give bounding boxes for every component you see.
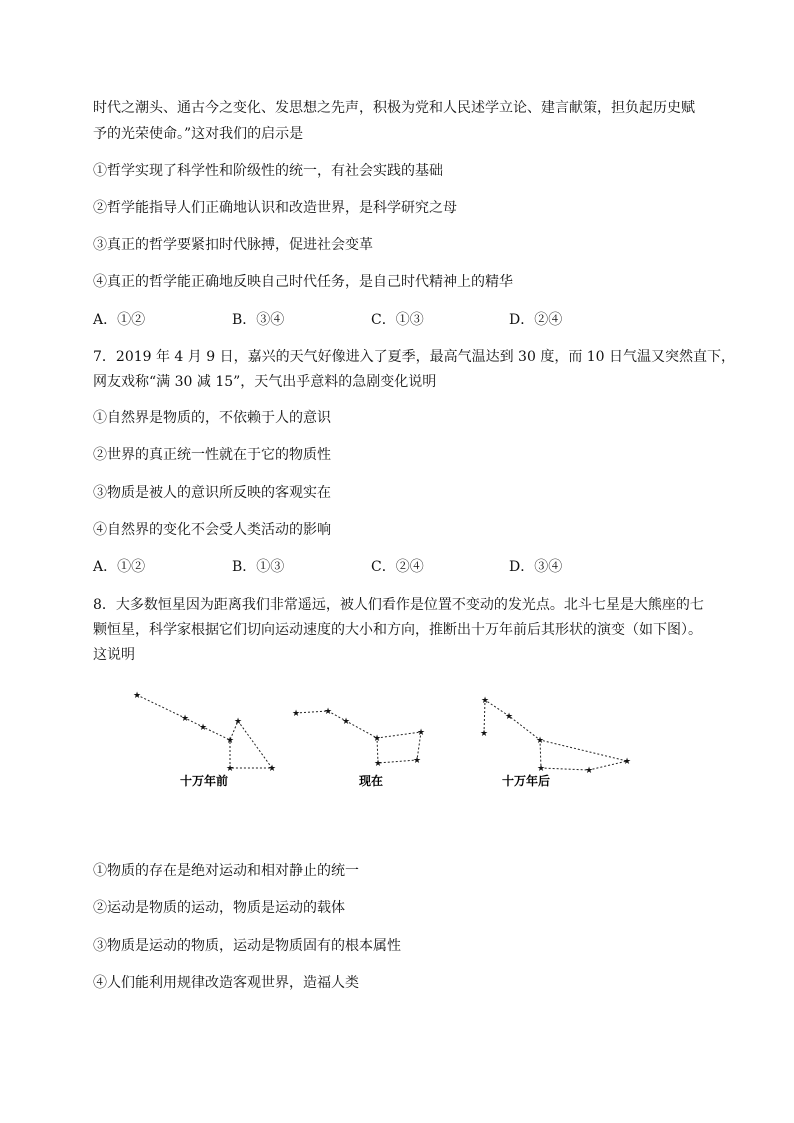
- star-icon: ★: [233, 717, 243, 727]
- star-icon: ★: [225, 764, 235, 774]
- q7-statement-3: ③物质是被人的意识所反映的客观实在: [93, 485, 331, 501]
- option-b: B．①③: [232, 559, 285, 575]
- star-icon: ★: [584, 766, 594, 776]
- star-icon: ★: [622, 757, 632, 767]
- q8-statement-2: ②运动是物质的运动，物质是运动的载体: [93, 900, 345, 916]
- q8-statement-1: ①物质的存在是绝对运动和相对静止的统一: [93, 863, 359, 879]
- star-icon: ★: [267, 764, 277, 774]
- star-icon: ★: [180, 714, 190, 724]
- star-icon: ★: [341, 717, 351, 727]
- star-icon: ★: [372, 734, 382, 744]
- q7-stem-line-2: 网友戏称“满 30 减 15”，天气出乎意料的急剧变化说明: [93, 374, 437, 390]
- big-dipper-figure: [120, 680, 650, 800]
- intro-statement-3: ③真正的哲学要紧扣时代脉搏，促进社会变革: [93, 237, 373, 253]
- star-icon: ★: [536, 764, 546, 774]
- star-icon: ★: [504, 712, 514, 722]
- q7-options: [93, 557, 613, 577]
- option-d: D．③④: [509, 559, 563, 575]
- option-d: D．②④: [509, 312, 563, 328]
- option-c: C．①③: [371, 312, 424, 328]
- intro-text-line-1: 时代之潮头、通古今之变化、发思想之先声，积极为党和人民述学立论、建言献策，担负起历史赋: [93, 100, 695, 116]
- q8-statement-4: ④人们能利用规律改造客观世界，造福人类: [93, 975, 359, 991]
- q8-statement-3: ③物质是运动的物质，运动是物质固有的根本属性: [93, 938, 401, 954]
- intro-statement-2: ②哲学能指导人们正确地认识和改造世界，是科学研究之母: [93, 200, 457, 216]
- q7-stem-line-1: 7．2019 年 4 月 9 日，嘉兴的天气好像进入了夏季，最高气温达到 30 度，而 10 日气温又突然直下，: [93, 349, 736, 365]
- star-icon: ★: [323, 707, 333, 717]
- star-icon: ★: [479, 729, 489, 739]
- dipper-present-path: [296, 711, 421, 763]
- star-icon: ★: [291, 709, 301, 719]
- caption-present: 现在: [358, 774, 384, 788]
- star-icon: ★: [373, 759, 383, 769]
- star-icon: ★: [412, 756, 422, 766]
- q7-statement-4: ④自然界的变化不会受人类活动的影响: [93, 522, 331, 538]
- star-icon: ★: [416, 728, 426, 738]
- q7-statement-2: ②世界的真正统一性就在于它的物质性: [93, 447, 331, 463]
- intro-text-line-2: 予的光荣使命。”这对我们的启示是: [93, 126, 304, 142]
- intro-statement-1: ①哲学实现了科学性和阶级性的统一，有社会实践的基础: [93, 163, 443, 179]
- option-a: A．①②: [93, 559, 146, 575]
- star-icon: ★: [225, 736, 235, 746]
- caption-past: 十万年前: [179, 774, 229, 788]
- intro-statement-4: ④真正的哲学能正确地反映自己时代任务，是自己时代精神上的精华: [93, 274, 513, 290]
- option-b: B．③④: [232, 312, 285, 328]
- dipper-future-path: [484, 700, 627, 770]
- option-a: A．①②: [93, 312, 146, 328]
- caption-future: 十万年后: [501, 774, 551, 788]
- star-icon: ★: [535, 736, 545, 746]
- q7-statement-1: ①自然界是物质的，不依赖于人的意识: [93, 410, 331, 426]
- q8-stem-line-3: 这说明: [93, 647, 135, 663]
- intro-options: [93, 310, 613, 330]
- q8-stem-line-1: 8．大多数恒星因为距离我们非常遥远，被人们看作是位置不变动的发光点。北斗七星是大熊座的七: [93, 597, 704, 613]
- star-icon: ★: [198, 723, 208, 733]
- star-icon: ★: [480, 696, 490, 706]
- option-c: C．②④: [371, 559, 424, 575]
- star-icon: ★: [132, 691, 142, 701]
- q8-stem-line-2: 颗恒星，科学家根据它们切向运动速度的大小和方向，推断出十万年前后其形状的演变（如下图）。: [93, 622, 702, 638]
